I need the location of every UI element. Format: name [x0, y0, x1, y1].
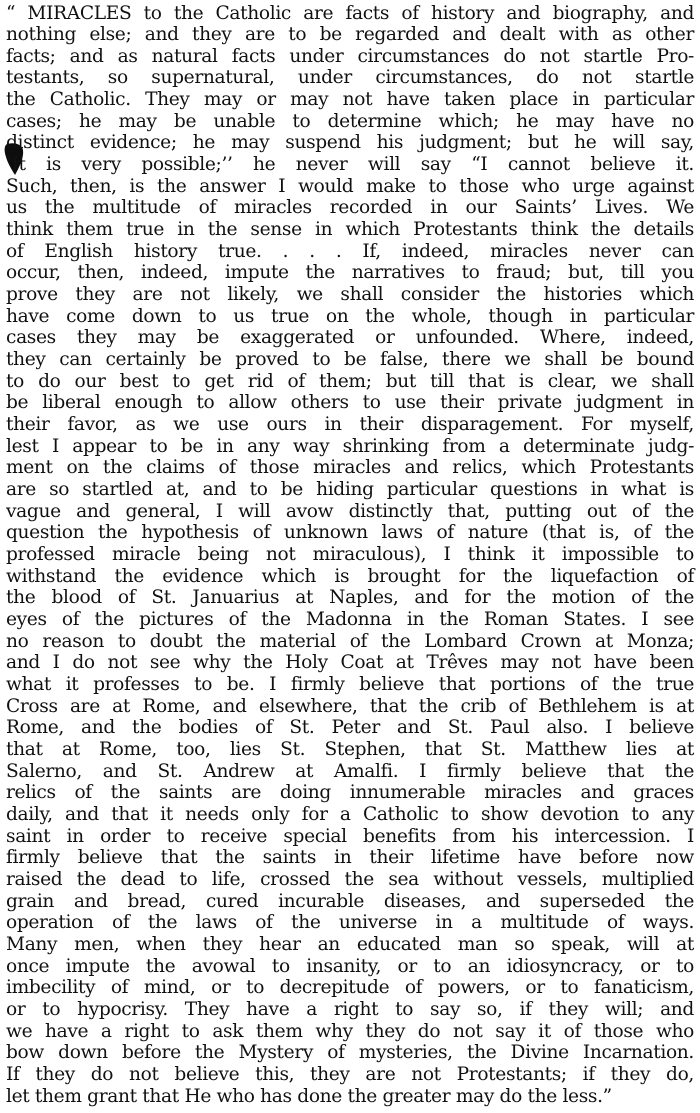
text-line: vague and general, I will avow distinctly that, putting out of the: [6, 500, 694, 522]
text-line: imbecility of mind, or to decrepitude of powers, or to fanaticism,: [6, 977, 694, 999]
text-line: think them true in the sense in which Protestants think the details: [6, 219, 694, 241]
text-line: are so startled at, and to be hiding particular questions in what is: [6, 479, 694, 501]
text-line: or to hypocrisy. They have a right to say so, if they will; and: [6, 998, 694, 1020]
text-line: facts; and as natural facts under circumstances do not startle Pro-: [6, 45, 694, 67]
text-line: Salerno, and St. Andrew at Amalfi. I firmly believe that the: [6, 760, 694, 782]
text-line: be liberal enough to allow others to use their private judgment in: [6, 392, 694, 414]
text-line: cases they may be exaggerated or unfounded. Where, indeed,: [6, 327, 694, 349]
text-line: withstand the evidence which is brought for the liquefaction of: [6, 565, 694, 587]
text-line: operation of the laws of the universe in a multitude of ways.: [6, 912, 694, 934]
text-line: lest I appear to be in any way shrinking from a determinate judg-: [6, 435, 694, 457]
text-line: the Catholic. They may or may not have taken place in particular: [6, 89, 694, 111]
text-line: Many men, when they hear an educated man so speak, will at: [6, 933, 694, 955]
text-line: us the multitude of miracles recorded in our Saints’ Lives. We: [6, 197, 694, 219]
text-line: “ MIRACLES to the Catholic are facts of history and biography, and: [6, 2, 694, 24]
text-line: firmly believe that the saints in their lifetime have before now: [6, 847, 694, 869]
text-line: let them grant that He who has done the greater may do the less.”: [6, 1085, 612, 1107]
text-line: bow down before the Mystery of mysteries, the Divine Incarnation.: [6, 1042, 694, 1064]
text-line: question the hypothesis of unknown laws of nature (that is, of the: [6, 522, 694, 544]
text-line: they can certainly be proved to be false, there we shall be bound: [6, 349, 694, 371]
text-line: the blood of St. Januarius at Naples, and for the motion of the: [6, 587, 694, 609]
text-line: cases; he may be unable to determine which; he may have no: [6, 110, 694, 132]
text-line: once impute the avowal to insanity, or to an idiosyncracy, or to: [6, 955, 694, 977]
text-line: prove they are not likely, we shall consider the histories which: [6, 284, 694, 306]
text-line: no reason to doubt the material of the Lombard Crown at Monza;: [6, 630, 694, 652]
text-line: Rome, and the bodies of St. Peter and St. Paul also. I believe: [6, 717, 694, 739]
text-line: what it professes to be. I firmly believe that portions of the true: [6, 673, 694, 695]
text-line: nothing else; and they are to be regarded and dealt with as other: [6, 24, 694, 46]
text-line: relics of the saints are doing innumerable miracles and graces: [6, 782, 694, 804]
text-line: saint in order to receive special benefits from his intercession. I: [6, 825, 694, 847]
text-line: have come down to us true on the whole, though in particular: [6, 305, 694, 327]
text-line: grain and bread, cured incurable diseases, and superseded the: [6, 890, 694, 912]
text-line: to do our best to get rid of them; but till that is clear, we shall: [6, 370, 694, 392]
text-line: occur, then, indeed, impute the narratives to fraud; but, till you: [6, 262, 694, 284]
text-line: of English history true. . . . If, indeed, miracles never can: [6, 240, 694, 262]
text-line: distinct evidence; he may suspend his judgment; but he will say,: [6, 132, 694, 154]
text-line: eyes of the pictures of the Madonna in the Roman States. I see: [6, 608, 694, 630]
text-line: and I do not see why the Holy Coat at Trêves may not have been: [6, 652, 694, 674]
text-line: ment on the claims of those miracles and relics, which Protestants: [6, 457, 694, 479]
text-line: their favor, as we use ours in their disparagement. For myself,: [6, 414, 694, 436]
text-line: If they do not believe this, they are not Protestants; if they do,: [6, 1063, 694, 1085]
text-line: Such, then, is the answer I would make to those who urge against: [6, 175, 694, 197]
text-line: professed miracle being not miraculous), I think it impossible to: [6, 544, 694, 565]
text-line: we have a right to ask them why they do not say it of those who: [6, 1020, 694, 1042]
text-line: that at Rome, too, lies St. Stephen, that St. Matthew lies at: [6, 738, 694, 760]
text-line: testants, so supernatural, under circumstances, do not startle: [6, 67, 694, 89]
text-line: Cross are at Rome, and elsewhere, that the crib of Bethlehem is at: [6, 695, 694, 717]
text-line: raised the dead to life, crossed the sea without vessels, multiplied: [6, 868, 694, 890]
text-line: daily, and that it needs only for a Catholic to show devotion to any: [6, 803, 694, 825]
text-line: ‘It is very possible;’’ he never will say “I cannot believe it.: [6, 154, 694, 176]
